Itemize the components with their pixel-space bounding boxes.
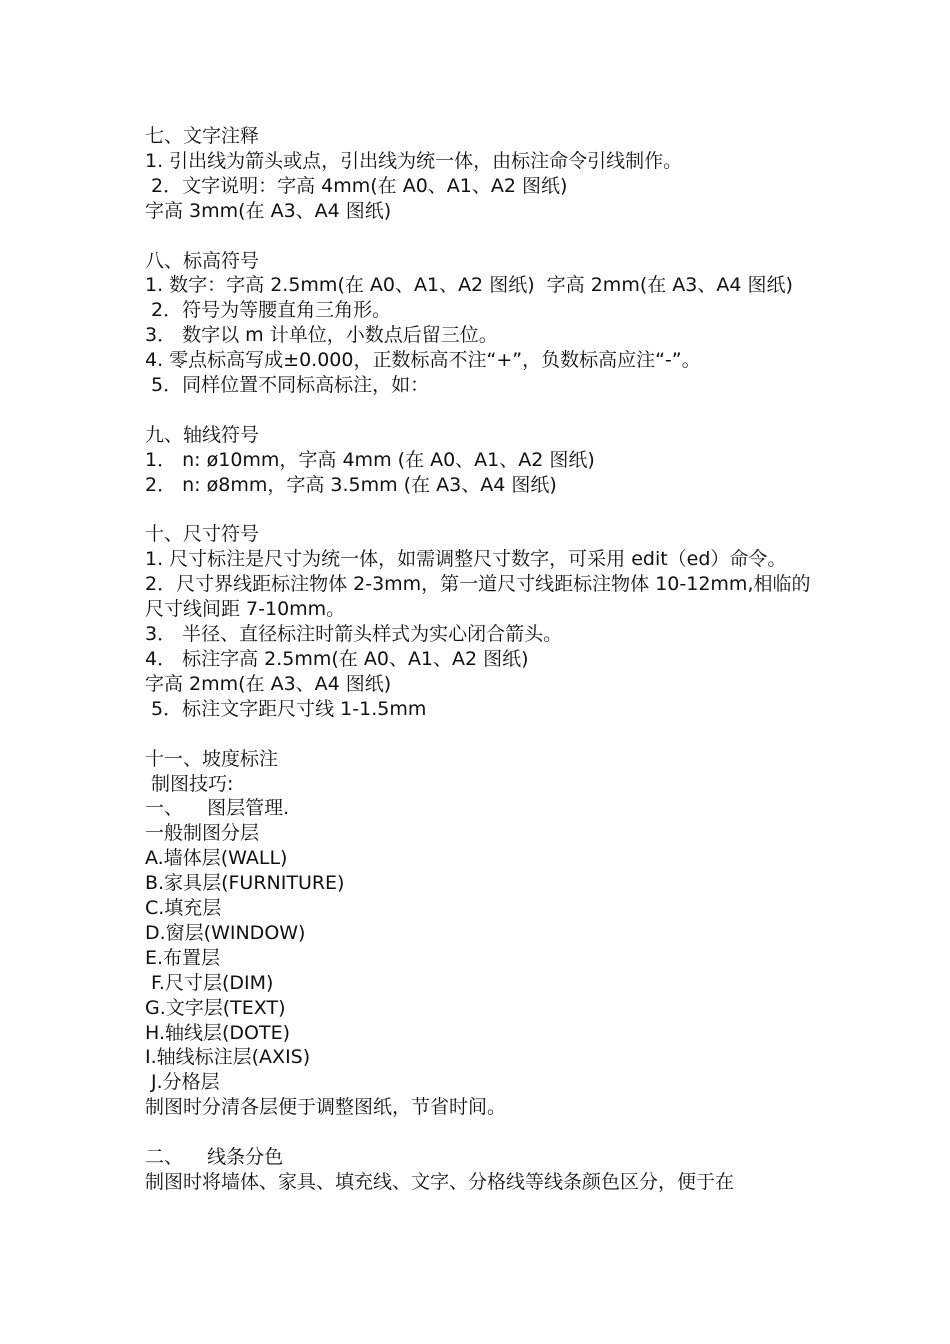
text-line: 1. 尺寸标注是尺寸为统一体，如需调整尺寸数字，可采用 edit（ed）命令。 — [145, 548, 787, 571]
text-line: 2．文字说明：字高 4mm(在 A0、A1、A2 图纸) — [145, 174, 568, 197]
section-heading: 七、文字注释 — [145, 125, 260, 147]
list-item: A.墙体层(WALL) — [145, 847, 288, 870]
section-heading: 九、轴线符号 — [145, 423, 260, 446]
list-item: B.家具层(FURNITURE) — [145, 872, 345, 895]
text-line: 2．尺寸界线距标注物体 2-3mm，第一道尺寸线距标注物体 10-12mm,相临的尺寸线间距 7-10mm。 — [145, 573, 811, 621]
text-line: 一般制图分层 — [145, 822, 260, 845]
section-slope-and-tips — [145, 747, 815, 1121]
text-line: 字高 3mm(在 A3、A4 图纸) — [145, 199, 392, 222]
list-item: I.轴线标注层(AXIS) — [145, 1046, 311, 1069]
blank-line — [145, 398, 815, 423]
text-line: 2．符号为等腰直角三角形。 — [145, 299, 392, 322]
text-line: 制图时将墙体、家具、填充线、文字、分格线等线条颜色区分，便于在 — [145, 1170, 735, 1193]
text-line: 5．同样位置不同标高标注，如： — [145, 374, 430, 397]
text-line: 2． n: ø8mm，字高 3.5mm (在 A3、A4 图纸) — [145, 473, 557, 496]
text-line: 1. 引出线为箭头或点，引出线为统一体，由标注命令引线制作。 — [145, 149, 683, 172]
blank-line — [145, 722, 815, 747]
text-line: 5．标注文字距尺寸线 1-1.5mm — [145, 697, 427, 720]
blank-line — [145, 1120, 815, 1145]
section-heading: 十一、坡度标注 — [145, 747, 279, 770]
blank-line — [145, 224, 815, 249]
list-item: J.分格层 — [145, 1071, 220, 1094]
list-item: G.文字层(TEXT) — [145, 996, 286, 1019]
text-line: 1． n: ø10mm，字高 4mm (在 A0、A1、A2 图纸) — [145, 448, 595, 471]
section-heading: 八、标高符号 — [145, 249, 260, 272]
list-item: E.布置层 — [145, 946, 221, 969]
subheading: 一、 图层管理. — [145, 797, 290, 820]
text-line: 制图时分清各层便于调整图纸，节省时间。 — [145, 1096, 507, 1119]
section-dimension-symbol — [145, 522, 815, 721]
document-body — [145, 124, 815, 1195]
text-line: 字高 2mm(在 A3、A4 图纸) — [145, 672, 392, 695]
text-line: 4． 标注字高 2.5mm(在 A0、A1、A2 图纸) — [145, 647, 529, 670]
subheading: 制图技巧: — [145, 772, 234, 795]
section-elevation-symbol — [145, 249, 815, 398]
list-item: F.尺寸层(DIM) — [145, 971, 274, 994]
text-line: 3． 半径、直径标注时箭头样式为实心闭合箭头。 — [145, 623, 563, 646]
list-item: H.轴线层(DOTE) — [145, 1021, 291, 1044]
section-axis-symbol — [145, 423, 815, 498]
section-text-annotation — [145, 124, 815, 224]
text-line: 4. 零点标高写成±0.000，正数标高不注“+”，负数标高应注“-”。 — [145, 349, 701, 372]
list-item: C.填充层 — [145, 897, 222, 920]
text-line: 1. 数字：字高 2.5mm(在 A0、A1、A2 图纸) 字高 2mm(在 A3、A4 图纸) — [145, 274, 793, 297]
subheading: 二、 线条分色 — [145, 1146, 284, 1169]
section-heading: 十、尺寸符号 — [145, 523, 260, 546]
text-line: 3． 数字以 m 计单位，小数点后留三位。 — [145, 324, 498, 347]
section-line-colors — [145, 1145, 815, 1195]
blank-line — [145, 498, 815, 523]
list-item: D.窗层(WINDOW) — [145, 921, 306, 944]
